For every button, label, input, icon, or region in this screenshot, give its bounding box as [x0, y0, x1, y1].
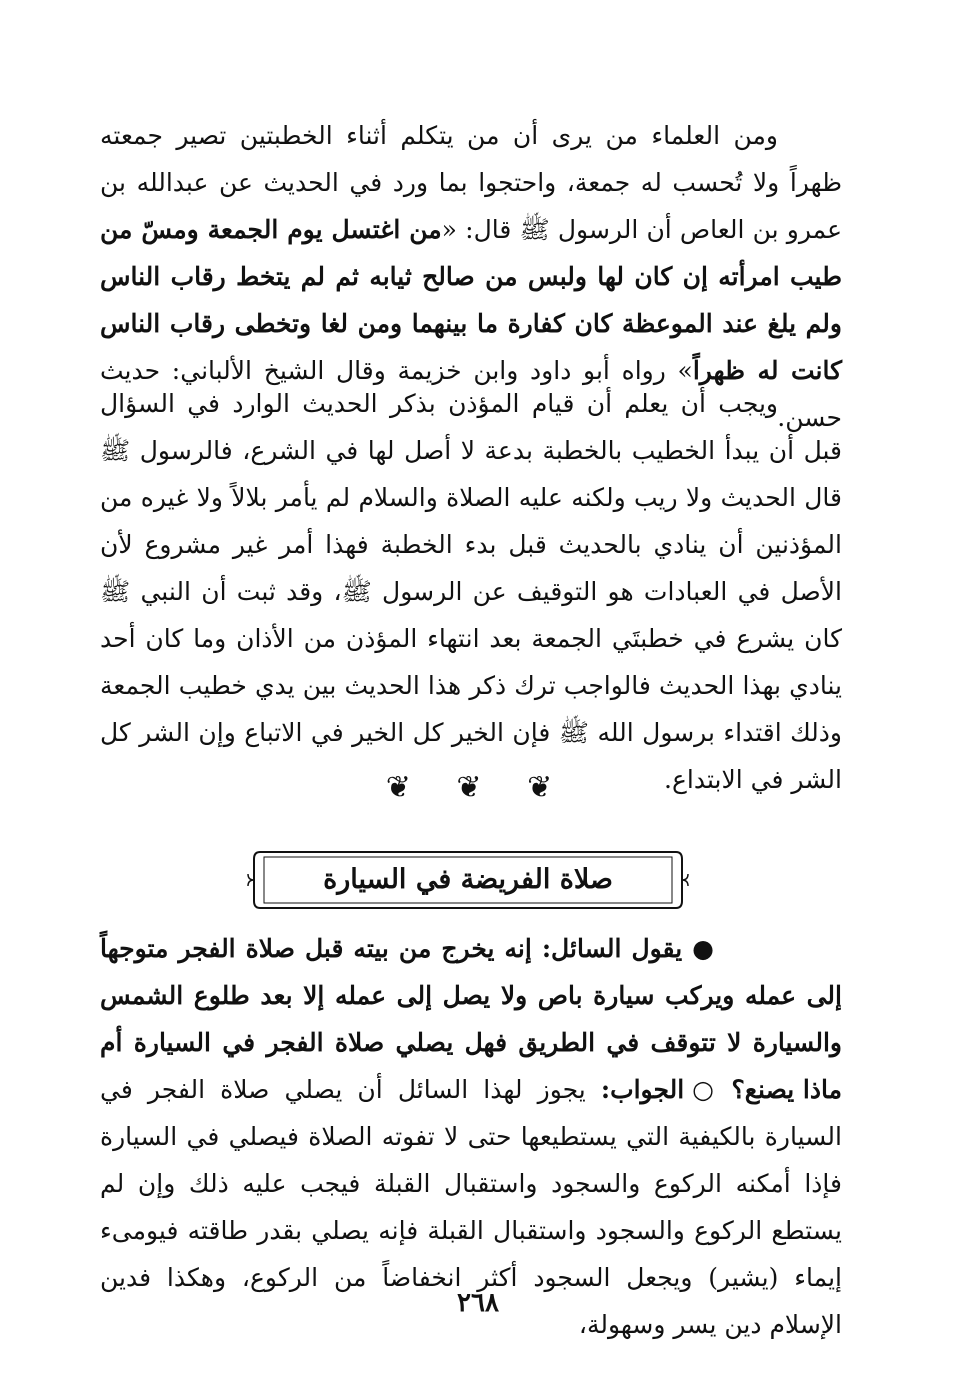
ornament-separator: ❦ ❦ ❦	[385, 770, 571, 805]
bullet-dot-icon: ●	[692, 934, 714, 963]
paragraph2-text: ويجب أن يعلم أن قيام المؤذن بذكر الحديث الوارد في السؤال قبل أن يبدأ الخطيب بالخطبة بدعة لا أصل لها في الشرع، فالرسول ﷺ قال الحديث ولا ريب ولكنه عليه الصلاة والسلام لم يأمر بلالاً ولا غيره من المؤذنين أن ينادي بالحديث قبل بدء الخطبة فهذا أمر غير مشروع لأن الأصل في العبادات هو التوقيف عن الرسول ﷺ، وقد ثبت أن النبي ﷺ كان يشرع في خطبتَي الجمعة بعد انتهاء المؤذن من الأذان وما كان أحد ينادي بهذا الحديث فالواجب ترك ذكر هذا الحديث بين يدي خطيب الجمعة وذلك اقتداء برسول الله ﷺ فإن الخير كل الخير في الاتباع وإن الشر كل الشر في الابتداع.	[100, 389, 842, 794]
question-text: إنه يخرج من بيته قبل صلاة الفجر متوجهاً إلى عمله ويركب سيارة باص ولا يصل إلى عمله إلا بعد طلوع الشمس والسيارة لا تتوقف في الطريق فهل يصلي صلاة الفجر في السيارة أم ماذا يصنع؟	[100, 934, 842, 1104]
answer-label: الجواب:	[600, 1075, 685, 1104]
paragraph-muezzin	[100, 380, 842, 803]
hadith-text: من اغتسل يوم الجمعة ومسّ من طيب امرأته إن كان لها ولبس من صالح ثيابه ثم لم يتخط رقاب الناس ولم يلغ عند الموعظة كان كفارة ما بينهما ومن لغا وتخطى رقاب الناس كانت له ظهراً	[100, 215, 842, 385]
page-number: ٢٦٨	[457, 1288, 499, 1318]
circle-marker-icon: ○	[692, 1075, 714, 1104]
section-title-frame	[246, 847, 690, 913]
question-label: يقول السائل:	[541, 934, 683, 963]
paragraph1-intro: ومن العلماء من يرى أن من يتكلم أثناء الخطبتين تصير جمعته ظهراً ولا تُحسب له جمعة، واحتجوا بما ورد في الحديث عن عبدالله بن عمرو بن العاص أن الرسول ﷺ قال: «	[100, 121, 842, 244]
paragraph1-outro: » رواه أبو داود وابن خزيمة وقال الشيخ الألباني: حديث حسن.	[100, 356, 842, 432]
section-title: صلاة الفريضة في السيارة	[323, 864, 613, 895]
answer-text: يجوز لهذا السائل أن يصلي صلاة الفجر في السيارة بالكيفية التي يستطيعها حتى لا تفوته الصلاة فيصلي في السيارة فإذا أمكنه الركوع والسجود واستقبال القبلة فيجب عليه ذلك وإن لم يستطع الركوع والسجود واستقبال القبلة فإنه يصلي بقدر طاقته فيومىء إيماء (يشير) ويجعل السجود أكثر انخفاضاً من الركوع، وهكذا فدين الإسلام دين يسر وسهولة،	[100, 1075, 842, 1339]
